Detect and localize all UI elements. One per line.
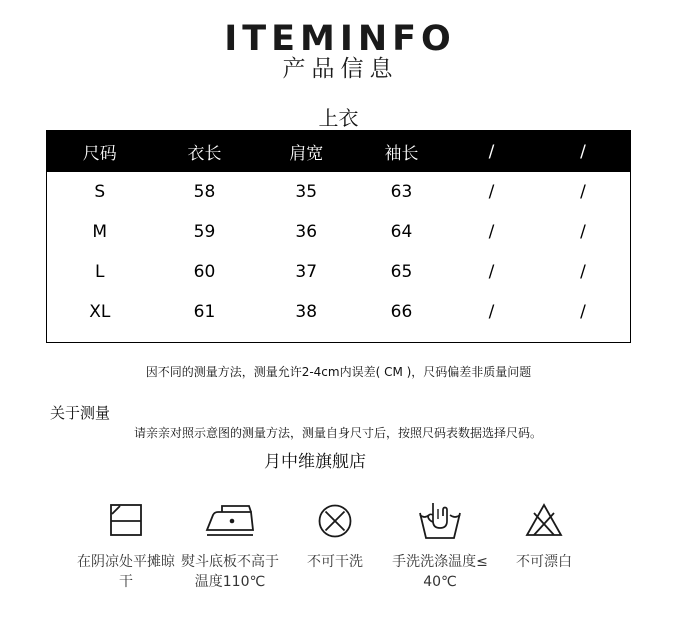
care-label-line: 温度110℃	[194, 574, 266, 590]
table-cell: 58	[193, 182, 216, 202]
do-not-bleach-icon	[525, 503, 563, 537]
table-cell: /	[580, 262, 586, 282]
brand-title: ITEMINFO	[224, 19, 456, 59]
table-cell: XL	[89, 302, 111, 322]
care-label-line: 不可干洗	[307, 554, 363, 570]
size-note: 因不同的测量方法，测量允许2-4cm内误差( CM )，尺码偏差非质量问题	[145, 365, 532, 379]
care-label-dry-clean	[280, 552, 390, 572]
column-header: /	[580, 141, 586, 162]
table-row	[47, 172, 630, 212]
care-label-bleach	[489, 552, 599, 572]
table-cell: /	[488, 302, 495, 322]
care-label-line: 40℃	[423, 574, 457, 590]
care-label-line: 在阴凉处平摊晾	[77, 554, 175, 570]
care-label-hand-wash	[385, 552, 495, 592]
measurement-title: 关于测量	[50, 404, 111, 422]
table-cell: 38	[295, 302, 318, 322]
table-cell: /	[580, 182, 586, 202]
brand-subtitle: 产品信息	[282, 56, 399, 82]
table-cell: /	[580, 222, 586, 242]
table-cell: 63	[390, 182, 413, 202]
table-cell: 66	[390, 302, 413, 322]
shop-name: 月中维旗舰店	[264, 452, 366, 472]
care-label-line: 手洗洗涤温度≤	[392, 554, 488, 570]
table-cell: 65	[390, 262, 413, 282]
measurement-text: 请亲亲对照示意图的测量方法，测量自身尺寸后，按照尺码表数据选择尺码。	[134, 426, 543, 440]
iron-low-temperature-icon	[204, 501, 256, 539]
table-body	[47, 172, 630, 332]
table-cell: M	[92, 222, 108, 242]
do-not-dry-clean-icon	[317, 503, 353, 539]
column-header: /	[488, 141, 495, 162]
table-row	[47, 292, 630, 332]
table-cell: /	[488, 262, 495, 282]
hand-wash-icon	[417, 501, 463, 541]
care-label-line: 干	[119, 574, 133, 590]
table-row	[47, 212, 630, 252]
column-header: 尺码	[82, 144, 117, 164]
size-table	[46, 130, 631, 343]
table-cell: /	[488, 182, 495, 202]
table-cell: 64	[390, 222, 413, 242]
table-header-row	[47, 131, 630, 172]
table-cell: 60	[193, 262, 216, 282]
table-cell: /	[580, 302, 586, 322]
dry-flat-in-shade-icon	[109, 503, 143, 537]
table-row	[47, 252, 630, 292]
care-label-dry-flat	[71, 552, 181, 592]
table-caption: 上衣	[318, 106, 359, 130]
column-header: 衣长	[187, 144, 222, 164]
table-cell: 61	[193, 302, 216, 322]
care-label-line: 熨斗底板不高于	[181, 554, 279, 570]
table-cell: 35	[295, 182, 318, 202]
table-cell: /	[488, 222, 495, 242]
table-cell: 59	[193, 222, 216, 242]
care-label-iron	[175, 552, 285, 592]
column-header: 袖长	[384, 144, 419, 164]
column-header: 肩宽	[289, 144, 324, 164]
table-cell: 36	[295, 222, 318, 242]
table-cell: L	[95, 262, 105, 282]
table-cell: 37	[295, 262, 318, 282]
care-label-line: 不可漂白	[516, 554, 572, 570]
table-cell: S	[94, 182, 106, 202]
